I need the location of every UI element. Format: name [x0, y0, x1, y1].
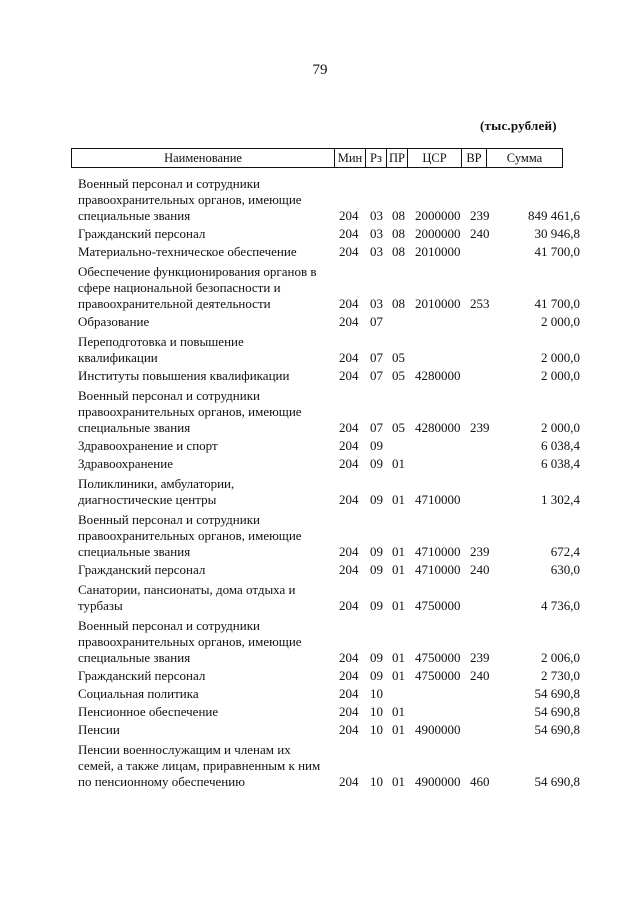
- row-name: [78, 704, 340, 720]
- row-name-line: правоохранительных органов, имеющие: [78, 192, 302, 207]
- code-rz: 09: [370, 438, 383, 453]
- code-pr: 01: [392, 650, 405, 665]
- page-number: 79: [312, 62, 328, 78]
- row-sum: 2 006,0: [541, 650, 580, 665]
- table-row: [0, 722, 640, 738]
- row-name-line: Образование: [78, 314, 150, 329]
- row-name: [78, 244, 340, 260]
- code-pr: 01: [392, 544, 405, 559]
- row-codes: [339, 296, 498, 312]
- code-pr: 01: [392, 704, 405, 719]
- row-name: [78, 176, 340, 224]
- table-row: [0, 686, 640, 702]
- row-sum: 2 000,0: [541, 368, 580, 383]
- row-name: [78, 686, 340, 702]
- row-name-line: правоохранительных органов, имеющие: [78, 404, 302, 419]
- row-name: [78, 456, 340, 472]
- row-name-line: правоохранительной деятельности: [78, 296, 271, 311]
- row-codes: [339, 562, 498, 578]
- header-sum: Сумма: [487, 149, 563, 168]
- row-codes: [339, 208, 498, 224]
- code-pr: 05: [392, 368, 405, 383]
- row-codes: [339, 314, 498, 330]
- row-name-line: сфере национальной безопасности и: [78, 280, 281, 295]
- code-rz: 07: [370, 350, 383, 365]
- header-row: [72, 149, 563, 168]
- code-rz: 09: [370, 650, 383, 665]
- row-sum: 4 736,0: [541, 598, 580, 613]
- code-pr: 01: [392, 598, 405, 613]
- code-vr: 253: [470, 296, 490, 311]
- row-name-line: Пенсии: [78, 722, 120, 737]
- row-name: [78, 438, 340, 454]
- table-header: [71, 148, 563, 168]
- code-min: 204: [339, 650, 359, 665]
- table-row: [0, 704, 640, 720]
- row-sum: 849 461,6: [528, 208, 580, 223]
- code-vr: 239: [470, 544, 490, 559]
- row-sum: 41 700,0: [534, 244, 580, 259]
- row-name-line: турбазы: [78, 598, 123, 613]
- code-min: 204: [339, 722, 359, 737]
- code-vr: 460: [470, 774, 490, 789]
- row-name: [78, 582, 340, 614]
- table-row: [0, 742, 640, 790]
- table-row: [0, 244, 640, 260]
- row-codes: [339, 420, 498, 436]
- row-name: [78, 368, 340, 384]
- table-row: [0, 562, 640, 578]
- row-codes: [339, 368, 498, 384]
- code-csr: 4280000: [415, 420, 461, 435]
- code-rz: 09: [370, 544, 383, 559]
- header-rz: Рз: [366, 149, 387, 168]
- code-pr: 01: [392, 722, 405, 737]
- row-codes: [339, 668, 498, 684]
- code-rz: 10: [370, 722, 383, 737]
- code-rz: 09: [370, 492, 383, 507]
- code-rz: 03: [370, 226, 383, 241]
- row-name: [78, 512, 340, 560]
- code-csr: 2010000: [415, 296, 461, 311]
- row-codes: [339, 650, 498, 666]
- row-name: [78, 314, 340, 330]
- table-row: [0, 456, 640, 472]
- row-name-line: квалификации: [78, 350, 158, 365]
- row-name-line: диагностические центры: [78, 492, 217, 507]
- row-name-line: Военный персонал и сотрудники: [78, 176, 260, 191]
- code-pr: 08: [392, 244, 405, 259]
- code-csr: 4710000: [415, 562, 461, 577]
- code-min: 204: [339, 350, 359, 365]
- code-rz: 07: [370, 368, 383, 383]
- code-csr: 4710000: [415, 492, 461, 507]
- header-name: Наименование: [72, 149, 335, 168]
- row-sum: 672,4: [550, 544, 580, 559]
- row-name: [78, 264, 340, 312]
- code-rz: 07: [370, 314, 383, 329]
- code-min: 204: [339, 686, 359, 701]
- table-row: [0, 668, 640, 684]
- code-min: 204: [339, 456, 359, 471]
- row-name-line: Поликлиники, амбулатории,: [78, 476, 235, 491]
- code-vr: 240: [470, 226, 490, 241]
- row-name-line: Военный персонал и сотрудники: [78, 388, 260, 403]
- code-min: 204: [339, 244, 359, 259]
- row-codes: [339, 438, 498, 454]
- code-vr: 239: [470, 208, 490, 223]
- code-min: 204: [339, 704, 359, 719]
- code-min: 204: [339, 226, 359, 241]
- code-csr: 4900000: [415, 774, 461, 789]
- row-codes: [339, 686, 498, 702]
- row-name-line: Гражданский персонал: [78, 562, 206, 577]
- code-csr: 4710000: [415, 544, 461, 559]
- row-name-line: специальные звания: [78, 650, 191, 665]
- table-body: [0, 172, 640, 792]
- row-codes: [339, 226, 498, 242]
- row-name-line: Санатории, пансионаты, дома отдыха и: [78, 582, 296, 597]
- row-codes: [339, 244, 498, 260]
- code-pr: 01: [392, 492, 405, 507]
- row-sum: 54 690,8: [534, 686, 580, 701]
- code-min: 204: [339, 368, 359, 383]
- row-name: [78, 334, 340, 366]
- code-rz: 10: [370, 686, 383, 701]
- row-name-line: Социальная политика: [78, 686, 199, 701]
- code-csr: 4750000: [415, 598, 461, 613]
- row-name-line: специальные звания: [78, 420, 191, 435]
- row-name-line: Военный персонал и сотрудники: [78, 512, 260, 527]
- row-name-line: Материально-техническое обеспечение: [78, 244, 297, 259]
- row-name: [78, 388, 340, 436]
- row-sum: 54 690,8: [534, 774, 580, 789]
- code-pr: 01: [392, 562, 405, 577]
- row-sum: 6 038,4: [541, 456, 580, 471]
- row-sum: 2 000,0: [541, 314, 580, 329]
- row-sum: 54 690,8: [534, 722, 580, 737]
- code-min: 204: [339, 296, 359, 311]
- row-name: [78, 742, 340, 790]
- row-name-line: Институты повышения квалификации: [78, 368, 290, 383]
- code-min: 204: [339, 208, 359, 223]
- code-vr: 239: [470, 650, 490, 665]
- row-codes: [339, 722, 498, 738]
- row-sum: 630,0: [550, 562, 580, 577]
- code-rz: 07: [370, 420, 383, 435]
- row-sum: 6 038,4: [541, 438, 580, 453]
- code-min: 204: [339, 774, 359, 789]
- table-row: [0, 438, 640, 454]
- row-name-line: Пенсионное обеспечение: [78, 704, 219, 719]
- row-codes: [339, 350, 498, 366]
- row-name-line: Здравоохранение и спорт: [78, 438, 218, 453]
- code-rz: 09: [370, 598, 383, 613]
- code-min: 204: [339, 598, 359, 613]
- row-name: [78, 226, 340, 242]
- code-pr: 01: [392, 774, 405, 789]
- row-codes: [339, 492, 498, 508]
- row-name: [78, 562, 340, 578]
- code-csr: 2010000: [415, 244, 461, 259]
- code-min: 204: [339, 438, 359, 453]
- row-name: [78, 618, 340, 666]
- code-rz: 10: [370, 774, 383, 789]
- row-name-line: по пенсионному обеспечению: [78, 774, 245, 789]
- row-name-line: специальные звания: [78, 544, 191, 559]
- code-rz: 09: [370, 456, 383, 471]
- code-rz: 09: [370, 562, 383, 577]
- code-rz: 09: [370, 668, 383, 683]
- code-vr: 239: [470, 420, 490, 435]
- code-min: 204: [339, 492, 359, 507]
- code-vr: 240: [470, 562, 490, 577]
- row-sum: 2 730,0: [541, 668, 580, 683]
- code-rz: 03: [370, 296, 383, 311]
- row-name-line: Переподготовка и повышение: [78, 334, 244, 349]
- table-row: [0, 476, 640, 508]
- code-csr: 2000000: [415, 226, 461, 241]
- code-pr: 05: [392, 350, 405, 365]
- code-pr: 08: [392, 226, 405, 241]
- code-pr: 08: [392, 296, 405, 311]
- row-sum: 2 000,0: [541, 420, 580, 435]
- code-csr: 4750000: [415, 650, 461, 665]
- row-name-line: Гражданский персонал: [78, 226, 206, 241]
- table-row: [0, 368, 640, 384]
- code-pr: 08: [392, 208, 405, 223]
- code-min: 204: [339, 420, 359, 435]
- row-sum: 30 946,8: [534, 226, 580, 241]
- row-name-line: Гражданский персонал: [78, 668, 206, 683]
- table-row: [0, 264, 640, 312]
- header-min: Мин: [335, 149, 366, 168]
- row-codes: [339, 598, 498, 614]
- code-csr: 4900000: [415, 722, 461, 737]
- table-row: [0, 334, 640, 366]
- table-row: [0, 582, 640, 614]
- code-rz: 03: [370, 244, 383, 259]
- code-min: 204: [339, 544, 359, 559]
- row-name-line: Обеспечение функционирования органов в: [78, 264, 317, 279]
- row-codes: [339, 544, 498, 560]
- table-row: [0, 226, 640, 242]
- row-name: [78, 722, 340, 738]
- row-codes: [339, 704, 498, 720]
- row-sum: 1 302,4: [541, 492, 580, 507]
- code-vr: 240: [470, 668, 490, 683]
- code-pr: 01: [392, 456, 405, 471]
- row-name-line: семей, а также лицам, приравненным к ним: [78, 758, 321, 773]
- header-pr: ПР: [387, 149, 408, 168]
- table-row: [0, 388, 640, 436]
- row-sum: 41 700,0: [534, 296, 580, 311]
- code-min: 204: [339, 562, 359, 577]
- row-name-line: Пенсии военнослужащим и членам их: [78, 742, 291, 757]
- table-row: [0, 618, 640, 666]
- row-sum: 54 690,8: [534, 704, 580, 719]
- header-vr: ВР: [462, 149, 487, 168]
- units-label: (тыс.рублей): [480, 118, 557, 133]
- row-name: [78, 668, 340, 684]
- code-csr: 4280000: [415, 368, 461, 383]
- row-name-line: правоохранительных органов, имеющие: [78, 634, 302, 649]
- row-name: [78, 476, 340, 508]
- code-rz: 10: [370, 704, 383, 719]
- row-sum: 2 000,0: [541, 350, 580, 365]
- header-csr: ЦСР: [408, 149, 462, 168]
- table-row: [0, 176, 640, 224]
- row-name-line: Здравоохранение: [78, 456, 173, 471]
- code-csr: 2000000: [415, 208, 461, 223]
- code-min: 204: [339, 314, 359, 329]
- code-min: 204: [339, 668, 359, 683]
- row-name-line: правоохранительных органов, имеющие: [78, 528, 302, 543]
- row-name-line: Военный персонал и сотрудники: [78, 618, 260, 633]
- code-rz: 03: [370, 208, 383, 223]
- table-row: [0, 512, 640, 560]
- row-name-line: специальные звания: [78, 208, 191, 223]
- code-csr: 4750000: [415, 668, 461, 683]
- row-codes: [339, 456, 498, 472]
- table-row: [0, 314, 640, 330]
- code-pr: 01: [392, 668, 405, 683]
- row-codes: [339, 774, 498, 790]
- code-pr: 05: [392, 420, 405, 435]
